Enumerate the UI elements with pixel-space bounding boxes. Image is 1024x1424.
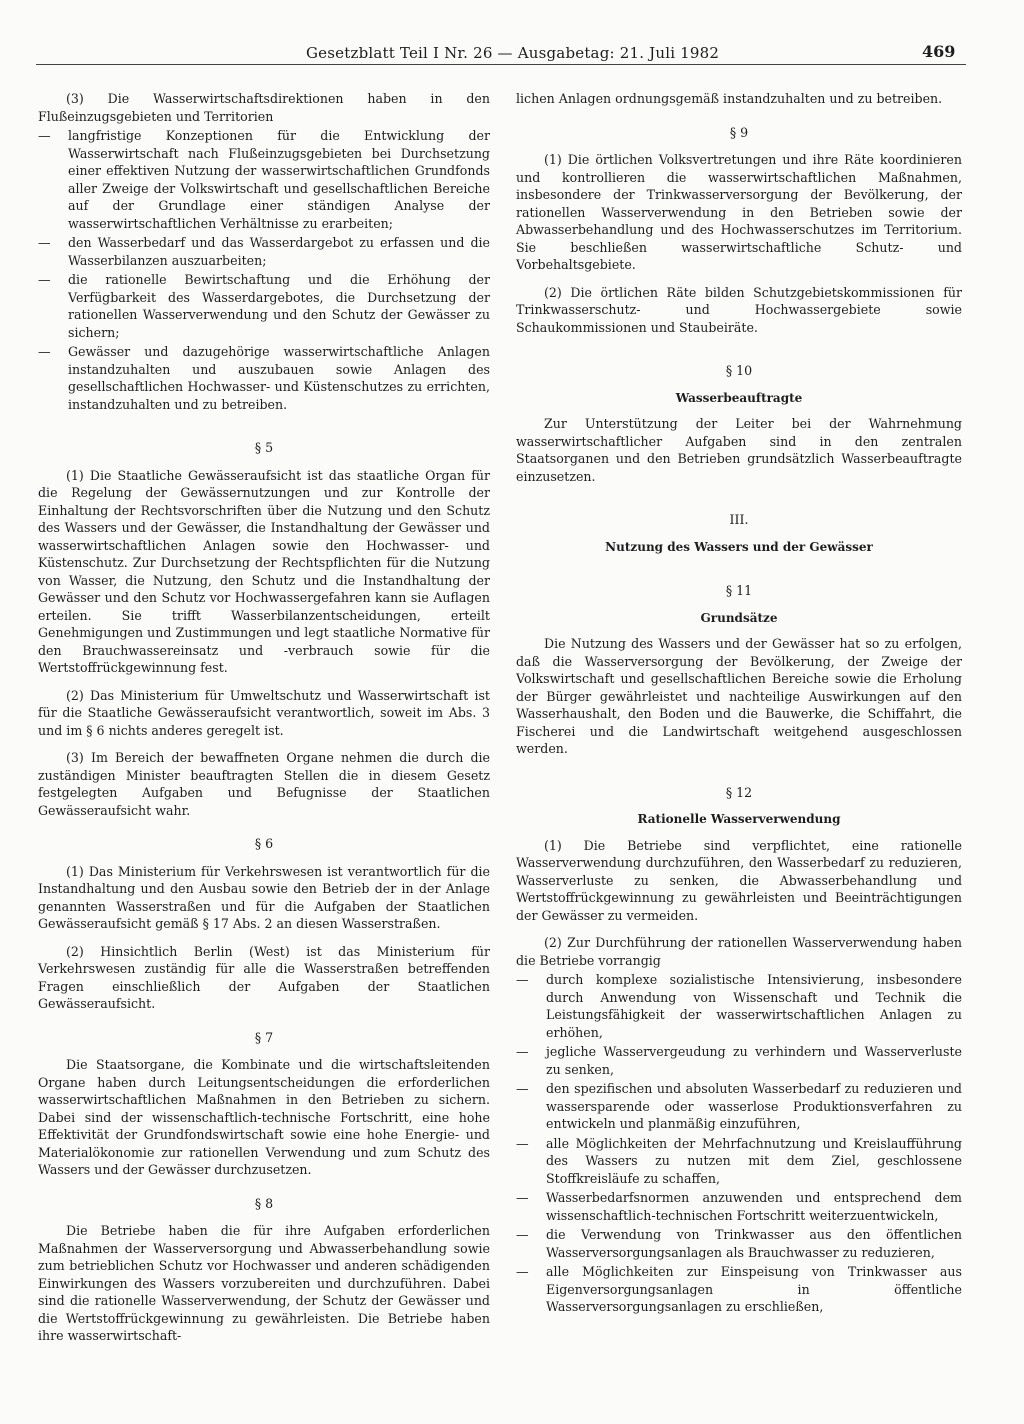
section-heading-8: § 8 bbox=[254, 1195, 274, 1211]
list-item-text: den Wasserbedarf und das Wasserdargebot zu erfassen und die Wasserbilanzen auszuarbeiten; bbox=[68, 235, 490, 268]
list-item bbox=[516, 1226, 962, 1261]
paragraph-11: Die Nutzung des Wassers und der Gewässer hat so zu erfolgen, daß die Wasserversorgung der Bevölkerung, der Zweige der Volkswirtschaft und gesellschaftlichen Bereiche sowie die Erholung der Bürger gewährleistet und nachteilige Auswirkungen auf den Wasserhaushalt, den Boden und die Bauwerke, die Schiffahrt, die Fischerei und die Landwirtschaft weitgehend ausgeschlossen werden. bbox=[516, 636, 962, 756]
section-heading-12: § 12 bbox=[725, 784, 753, 800]
list-item bbox=[38, 234, 490, 269]
list-item-text: die Verwendung von Trinkwasser aus den öffentlichen Wasserversorgungsanlagen als Brauchwasser zu reduzieren, bbox=[546, 1227, 962, 1260]
part-numeral: III. bbox=[729, 512, 749, 527]
list-item bbox=[38, 127, 490, 232]
section-heading-5: § 5 bbox=[254, 440, 274, 455]
section-heading-10: § 10 bbox=[725, 363, 753, 378]
paragraph-5-3: (3) Im Bereich der bewaffneten Organe nehmen die durch die zuständigen Minister beauftragten Stellen die in diesem Gesetz festgelegten Aufgaben und Befugnisse der Staatlichen Gewässeraufsicht wahr. bbox=[38, 750, 490, 818]
dash-bullet: — bbox=[516, 972, 529, 987]
paragraph-12-2: (2) Zur Durchführung der rationellen Wasserverwendung haben die Betriebe vorrangig bbox=[516, 935, 962, 968]
part-title: Nutzung des Wassers und der Gewässer bbox=[605, 539, 873, 554]
dash-bullet: — bbox=[38, 344, 51, 359]
list-item-text: alle Möglichkeiten der Mehrfachnutzung und Kreislaufführung des Wassers zu nutzen mit dem Ziel, geschlossene Stoffkreisläufe zu schaffen, bbox=[546, 1135, 962, 1186]
dash-bullet: — bbox=[516, 1190, 529, 1205]
list-item-text: durch komplexe sozialistische Intensivierung, insbesondere durch Anwendung von Wissenschaft und Technik die Leistungsfähigkeit der wasserwirtschaftlichen Anlagen zu erhöhen, bbox=[546, 972, 962, 1040]
paragraph-4-3-intro: (3) Die Wasserwirtschaftsdirektionen haben in den Flußeinzugsgebieten und Territorien bbox=[38, 91, 490, 124]
header-rule bbox=[36, 64, 966, 65]
list-item-text: die rationelle Bewirtschaftung und die Erhöhung der Verfügbarkeit des Wasserdargebotes, die Durchsetzung der rationellen Wasserverwendung und den Schutz der Gewässer zu sichern; bbox=[68, 272, 490, 340]
paragraph-12-1: (1) Die Betriebe sind verpflichtet, eine rationelle Wasserverwendung durchzuführen, den Wasserbedarf zu reduzieren, Wasserverluste zu senken, die Abwasserbehandlung und Wertstoffrückgewinnung zu gewährleisten und Beeinträchtigungen der Gewässer zu vermeiden. bbox=[516, 837, 962, 923]
left-column bbox=[38, 90, 490, 1345]
paragraph-6-1: (1) Das Ministerium für Verkehrswesen ist verantwortlich für die Instandhaltung und den Ausbau sowie den Betrieb der in der Anlage genannten Wasserstraßen und für die Aufgaben der Staatlichen Gewässeraufsicht gemäß § 17 Abs. 2 an diesen Wasserstraßen. bbox=[38, 863, 490, 931]
section-heading-6: § 6 bbox=[254, 836, 274, 851]
dash-bullet: — bbox=[38, 272, 51, 287]
list-item-text: alle Möglichkeiten zur Einspeisung von Trinkwasser aus Eigenversorgungsanlagen in öffentliche Wasserversorgungsanlagen zu erschließen, bbox=[546, 1264, 962, 1314]
list-item bbox=[516, 1080, 962, 1133]
paragraph-5-1: (1) Die Staatliche Gewässeraufsicht ist das staatliche Organ für die Regelung der Gewässernutzungen und zur Kontrolle der Einhaltung der Rechtsvorschriften über die Nutzung und den Schutz des Wassers und der Gewässer, die Instandhaltung der Gewässer und wasserwirtschaftlichen Anlagen sowie den Hochwasser- und Küstenschutz. Zur Durchsetzung der Rechtspflichten für die Nutzung von Wasser, die Nutzung, den Schutz und die Instandhaltung der Gewässer und den Schutz vor Hochwassergefahren kann sie Auflagen erteilen. Sie trifft Wasserbilanzentscheidungen, erteilt Genehmigungen und Zustimmungen und legt staatliche Normative für den Brauchwassereinsatz und -verbrauch sowie für die Wertstoffrückgewinnung fest. bbox=[38, 467, 490, 675]
section-title-10: Wasserbeauftragte bbox=[675, 390, 803, 405]
dash-bullet: — bbox=[516, 1081, 529, 1096]
list-item bbox=[516, 1189, 962, 1224]
running-header: Gesetzblatt Teil I Nr. 26 — Ausgabetag: 21. Juli 1982 bbox=[306, 44, 720, 62]
list-item bbox=[38, 343, 490, 413]
paragraph-8: Die Betriebe haben die für ihre Aufgaben erforderlichen Maßnahmen der Wasserversorgung und Abwasserbehandlung sowie zum betrieblichen Schutz vor Hochwasser und anderen schädigenden Einwirkungen des Wassers vorzubereiten und durchzuführen. Dabei sind die rationelle Wasserverwendung, der Schutz der Gewässer und die Wertstoffrückgewinnung zu gewährleisten. Die Betriebe haben ihre wasserwirtschaft- bbox=[38, 1223, 490, 1343]
paragraph-6-2: (2) Hinsichtlich Berlin (West) ist das Ministerium für Verkehrswesen zuständig für alle die Wasserstraßen betreffenden Fragen einschließlich der Aufgaben der Staatlichen Gewässeraufsicht. bbox=[38, 943, 490, 1011]
list-item-text: jegliche Wasservergeudung zu verhindern und Wasserverluste zu senken, bbox=[546, 1044, 962, 1077]
section-title-11: Grundsätze bbox=[700, 610, 778, 625]
page-number: 469 bbox=[922, 42, 956, 61]
list-item-text: langfristige Konzeptionen für die Entwicklung der Wasserwirtschaft nach Flußeinzugsgebieten bei Durchsetzung einer effektiven Nutzung der wasserwirtschaftlichen Grundfonds aller Zweige der Volkswirtschaft und gesellschaftlichen Bereiche auf der Grundlage einer ständigen Analyse der wasserwirtschaftlichen Verhältnisse zu erarbeiten; bbox=[68, 128, 490, 231]
paragraph-8-continuation: lichen Anlagen ordnungsgemäß instandzuhalten und zu betreiben. bbox=[516, 91, 943, 106]
dash-bullet: — bbox=[516, 1227, 529, 1242]
list-item-text: den spezifischen und absoluten Wasserbedarf zu reduzieren und wassersparende oder wasserlose Produktionsverfahren zu entwickeln und planmäßig einzuführen, bbox=[546, 1081, 962, 1131]
list-item-text: Gewässer und dazugehörige wasserwirtschaftliche Anlagen instandzuhalten und auszubauen sowie Anlagen des gesellschaftlichen Hochwasser- und Küstenschutzes zu errichten, instandzuhalten und zu betreiben. bbox=[68, 344, 490, 412]
list-item bbox=[516, 1263, 962, 1316]
paragraph-9-1: (1) Die örtlichen Volksvertretungen und ihre Räte koordinieren und kontrollieren die wasserwirtschaftlichen Maßnahmen, insbesondere der Trinkwasserversorgung der Bevölkerung, der rationellen Wasserverwendung in den Betrieben sowie der Abwasserbehandlung und des Hochwasserschutzes im Territorium. Sie beschließen wasserwirtschaftliche Schutz- und Vorbehaltsgebiete. bbox=[516, 152, 962, 272]
section-title-12: Rationelle Wasserverwendung bbox=[637, 812, 841, 826]
right-column bbox=[516, 90, 962, 1316]
dash-bullet: — bbox=[516, 1135, 529, 1151]
dash-bullet: — bbox=[38, 235, 51, 250]
dash-bullet: — bbox=[516, 1044, 529, 1059]
section-heading-9: § 9 bbox=[729, 124, 749, 140]
list-item bbox=[38, 271, 490, 341]
paragraph-10: Zur Unterstützung der Leiter bei der Wahrnehmung wasserwirtschaftlicher Aufgaben sind in den zentralen Staatsorganen und den Betrieben grundsätzlich Wasserbeauftragte einzusetzen. bbox=[516, 416, 962, 484]
section-heading-7: § 7 bbox=[254, 1029, 274, 1045]
list-item bbox=[516, 971, 962, 1041]
list-item-text: Wasserbedarfsnormen anzuwenden und entsprechend dem wissenschaftlich-technischen Fortschritt weiterzuentwickeln, bbox=[546, 1190, 962, 1223]
list-item bbox=[516, 1043, 962, 1078]
section-heading-11: § 11 bbox=[725, 583, 753, 598]
paragraph-7: Die Staatsorgane, die Kombinate und die wirtschaftsleitenden Organe haben durch Leitungsentscheidungen die erforderlichen wasserwirtschaftlichen Maßnahmen in den Betrieben zu sichern. Dabei sind der wissenschaftlich-technische Fortschritt, eine hohe Effektivität der Grundfondswirtschaft sowie eine hohe Energie- und Materialökonomie zur rationellen Verwendung und zum Schutz des Wassers und der Gewässer durchzusetzen. bbox=[38, 1057, 490, 1177]
dash-bullet: — bbox=[516, 1264, 529, 1279]
list-item bbox=[516, 1135, 962, 1188]
dash-bullet: — bbox=[38, 128, 51, 143]
paragraph-5-2: (2) Das Ministerium für Umweltschutz und Wasserwirtschaft ist für die Staatliche Gewässeraufsicht verantwortlich, soweit im Abs. 3 und im § 6 nichts anderes geregelt ist. bbox=[38, 687, 490, 738]
paragraph-9-2: (2) Die örtlichen Räte bilden Schutzgebietskommissionen für Trinkwasserschutz- und Hochwassergebiete sowie Schaukommissionen und Staubeiräte. bbox=[516, 284, 962, 335]
